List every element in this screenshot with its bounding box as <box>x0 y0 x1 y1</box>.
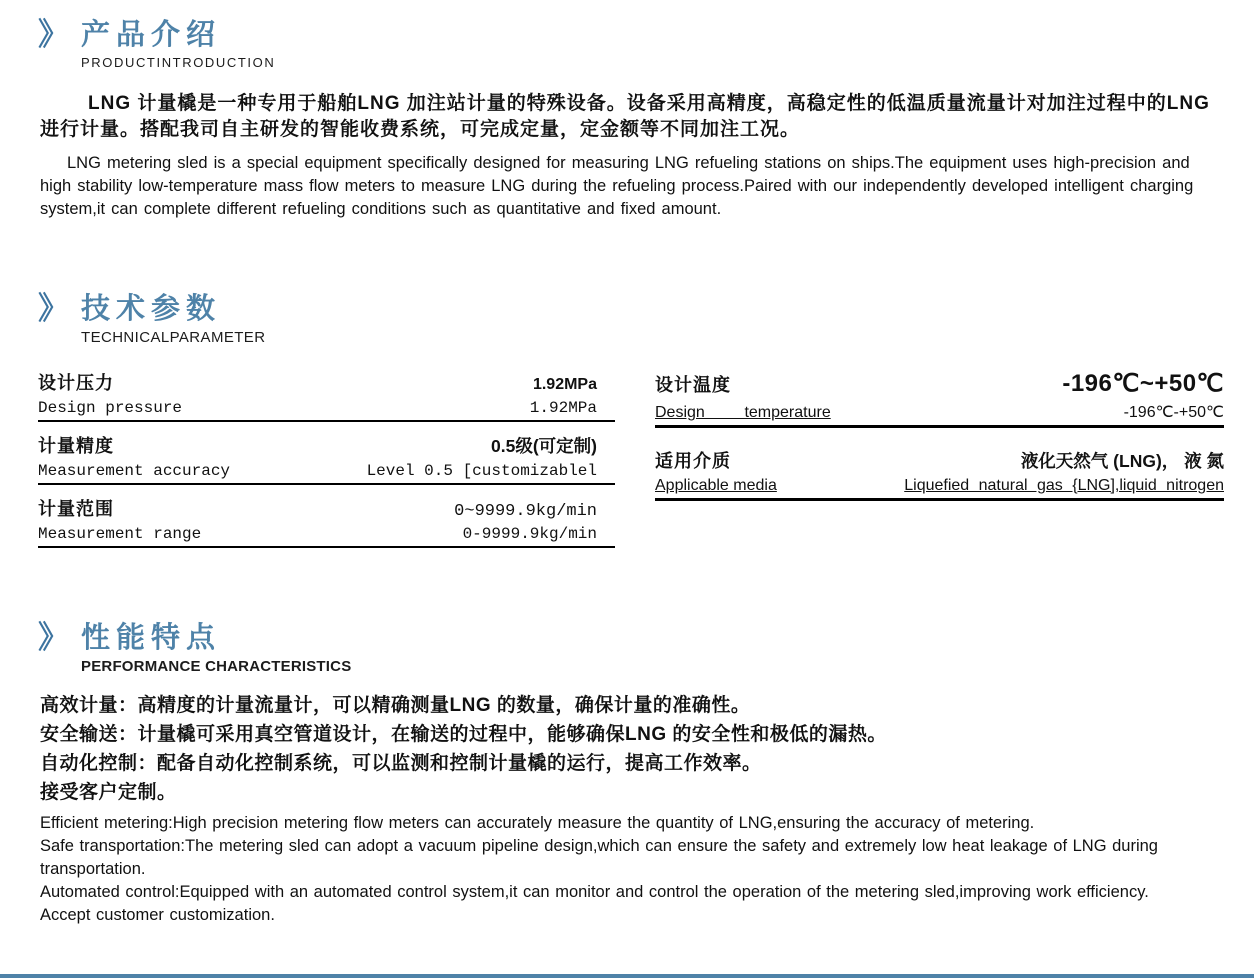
feature-item-en: Accept customer customization. <box>40 906 275 924</box>
param-row-zh-line <box>655 369 1224 398</box>
param-row-applicable-media <box>655 437 1224 501</box>
param-label-en: Applicable media <box>655 477 777 494</box>
param-row-design-pressure <box>38 359 615 422</box>
double-angle-chevron-icon: 》 <box>38 291 69 327</box>
double-angle-chevron-icon: 》 <box>38 620 69 656</box>
param-row-zh-line <box>655 447 1224 473</box>
parameter-column-right <box>655 359 1224 548</box>
param-row-measurement-range <box>38 485 615 548</box>
feature-list-zh <box>40 691 1214 807</box>
param-row-en-line <box>38 399 615 417</box>
section-title-en: PRODUCTINTRODUCTION <box>81 55 276 70</box>
param-value-zh: -196℃~+50℃ <box>1062 370 1224 397</box>
param-label-en: Measurement accuracy <box>38 462 231 480</box>
param-row-en-line <box>655 402 1224 422</box>
feature-item-en: Automated control:Equipped with an automated control system,it can monitor and control the operation of the metering sled,improving work efficiency. <box>40 883 1149 901</box>
section-title-zh: 产品介绍 <box>81 19 222 51</box>
param-row-measurement-accuracy <box>38 422 615 485</box>
param-value-en: 1.92MPa <box>529 399 597 417</box>
section-title-en: PERFORMANCE CHARACTERISTICS <box>81 658 352 675</box>
section-header-technical-parameter <box>38 292 1254 346</box>
param-value-en: Level 0.5 [customizablel <box>366 462 597 480</box>
param-row-zh-line <box>38 432 615 458</box>
section-title-zh: 性能特点 <box>81 622 222 654</box>
section-header-product-introduction <box>38 18 1254 70</box>
section-header-performance-characteristics <box>38 621 1254 675</box>
param-label-zh: 设计温度 <box>655 375 731 395</box>
feature-list-en <box>40 812 1214 927</box>
param-label-zh: 适用介质 <box>655 451 731 471</box>
param-row-en-line <box>38 525 615 543</box>
section-titles <box>81 621 351 675</box>
param-value-en: -196℃-+50℃ <box>1123 404 1224 421</box>
param-label-zh: 计量精度 <box>38 436 114 456</box>
param-row-en-line <box>38 462 615 480</box>
param-value-en: 0-9999.9kg/min <box>462 525 597 543</box>
param-value-zh: 0~9999.9kg/min <box>454 502 597 521</box>
param-value-zh: 0.5级(可定制) <box>491 436 597 456</box>
parameter-column-left <box>38 359 615 548</box>
feature-item-en: Efficient metering:High precision metering flow meters can accurately measure the quantity of LNG,ensuring the accuracy of metering. <box>40 814 1035 832</box>
param-row-design-temperature <box>655 359 1224 428</box>
param-row-zh-line <box>38 369 615 395</box>
feature-item-zh: 接受客户定制。 <box>40 782 177 803</box>
feature-item-zh: 高效计量：高精度的计量流量计，可以精确测量LNG 的数量，确保计量的准确性。 <box>40 695 751 716</box>
param-value-zh: 液化天然气 (LNG)， 液 氮 <box>1020 451 1224 471</box>
param-label-en: Design temperature <box>655 404 831 421</box>
section-titles <box>81 292 265 346</box>
param-label-zh: 计量范围 <box>38 499 114 519</box>
intro-paragraph-en: LNG metering sled is a special equipment specifically designed for measuring LNG refueling stations on ships.The equipment uses high-precision and high stability low-temperature mass flow meters to measure LNG during the refueling process.Paired with our independently developed intelligent charging system,it can complete different refueling conditions such as quantitative and fixed amount. <box>40 154 1194 218</box>
feature-item-zh: 安全输送：计量橇可采用真空管道设计，在输送的过程中，能够确保LNG 的安全性和极低的漏热。 <box>40 724 887 745</box>
param-value-en: Liquefied natural gas {LNG],liquid nitrogen <box>904 477 1224 494</box>
double-angle-chevron-icon: 》 <box>38 17 69 53</box>
section-title-en: TECHNICALPARAMETER <box>81 329 266 346</box>
parameter-table <box>38 359 1224 548</box>
param-label-en: Design pressure <box>38 399 183 417</box>
section-titles <box>81 18 275 70</box>
param-label-en: Measurement range <box>38 525 202 543</box>
feature-item-en: Safe transportation:The metering sled can adopt a vacuum pipeline design,which can ensure the safety and extremely low heat leakage of LNG during transportation. <box>40 837 1158 878</box>
param-value-zh: 1.92MPa <box>532 376 597 393</box>
param-row-en-line <box>655 477 1224 495</box>
section-title-zh: 技术参数 <box>81 293 222 325</box>
bottom-accent-bar <box>0 974 1254 978</box>
feature-item-zh: 自动化控制：配备自动化控制系统，可以监测和控制计量橇的运行，提高工作效率。 <box>40 753 762 774</box>
param-label-zh: 设计压力 <box>38 373 114 393</box>
intro-paragraph-zh: LNG 计量橇是一种专用于船舶LNG 加注站计量的特殊设备。设备采用高精度，高稳定性的低温质量流量计对加注过程中的LNG 进行计量。搭配我司自主研发的智能收费系统，可完成定量，定金额等不同加注工况。 <box>40 93 1210 140</box>
param-row-zh-line <box>38 495 615 521</box>
